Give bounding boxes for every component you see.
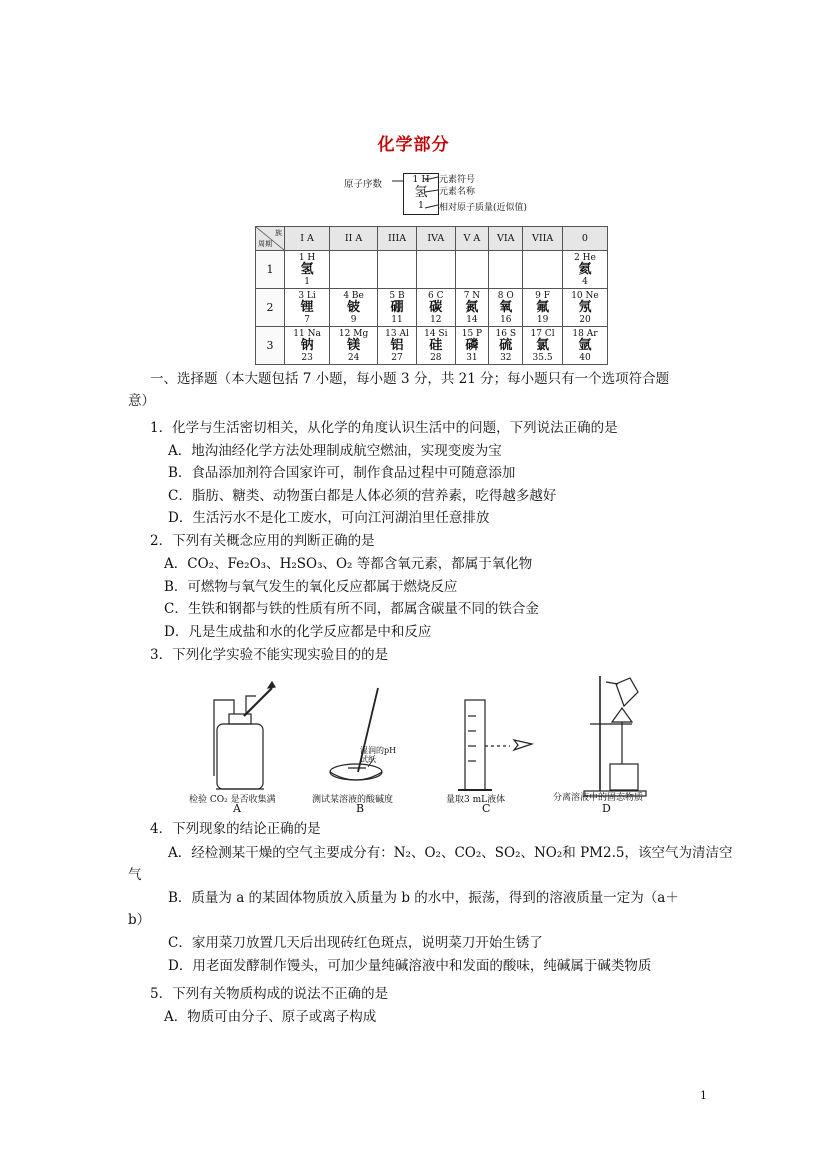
figure-b-caption: 测试某溶液的酸碱度 [312, 795, 394, 805]
element-cell [417, 327, 455, 365]
empty-cell [523, 251, 563, 289]
element-symbol: 6 C [428, 290, 444, 301]
element-cell [489, 289, 523, 327]
page-title: 化学部分 [377, 135, 450, 155]
element-symbol: 3 Li [298, 290, 316, 301]
element-mass: 20 [579, 314, 591, 325]
legend-box-name: 氢 [414, 185, 428, 200]
element-name: 氯 [536, 337, 550, 353]
period-row [256, 327, 608, 365]
legend-box-mass: 1 [417, 200, 425, 211]
q1-option-c: C．脂肪、糖类、动物蛋白都是人体必须的营养素，吃得越多越好 [168, 488, 557, 504]
legend-name-label: 元素名称 [439, 187, 476, 197]
element-cell [330, 327, 378, 365]
element-symbol: 11 Na [293, 328, 321, 339]
element-symbol: 2 He [574, 252, 596, 263]
element-name: 锂 [300, 299, 314, 315]
element-name: 铝 [390, 337, 404, 353]
q2-stem: 2．下列有关概念应用的判断正确的是 [150, 533, 375, 549]
element-mass: 4 [582, 276, 588, 287]
q4-option-c: C．家用菜刀放置几天后出现砖红色斑点，说明菜刀开始生锈了 [168, 935, 543, 951]
figure-d-letter: D [602, 802, 611, 815]
figure-d-caption: 分离溶液中的固态物质 [553, 793, 644, 803]
period-number: 1 [256, 251, 285, 289]
element-cell [562, 251, 607, 289]
q1-option-d: D．生活污水不是化工废水，可向江河湖泊里任意排放 [168, 510, 490, 526]
element-name: 铍 [347, 299, 361, 315]
element-mass: 35.5 [532, 352, 553, 363]
periodic-table [255, 226, 608, 365]
period-number: 3 [256, 327, 285, 365]
element-name: 钠 [300, 337, 314, 353]
figure-b-ph-test [330, 688, 382, 780]
element-cell [378, 327, 417, 365]
element-mass: 16 [500, 314, 512, 325]
element-mass: 23 [301, 352, 313, 363]
q4-option-a: A．经检测某干燥的空气主要成分有：N₂、O₂、CO₂、SO₂、NO₂和 PM2.5，该空气为清洁空 [168, 845, 733, 861]
element-mass: 24 [347, 352, 360, 363]
element-cell [285, 289, 330, 327]
group-header: I A [285, 227, 330, 251]
q4-stem: 4．下列现象的结论正确的是 [150, 821, 321, 837]
figure-c-caption: 量取3 mL液体 [446, 795, 506, 805]
element-cell [523, 327, 563, 365]
group-header-row [256, 227, 608, 251]
element-name: 氦 [578, 261, 592, 277]
ph-paper-note: 湿润的pH试纸 [360, 746, 397, 764]
element-name: 硅 [429, 337, 443, 353]
element-symbol: 4 Be [343, 290, 364, 301]
element-mass: 1 [304, 276, 310, 287]
element-symbol: 9 F [535, 290, 550, 301]
q2-option-c: C．生铁和钢都与铁的性质有所不同，都属含碳量不同的铁合金 [164, 601, 539, 617]
element-name: 氮 [465, 299, 479, 315]
element-cell [378, 289, 417, 327]
legend-mass-label: 相对原子质量(近似值) [439, 203, 528, 213]
q5-stem: 5．下列有关物质构成的说法不正确的是 [150, 986, 389, 1002]
element-cell [562, 327, 607, 365]
element-name: 碳 [429, 299, 443, 315]
element-cell [417, 289, 455, 327]
group-header: II A [330, 227, 378, 251]
element-cell [562, 289, 607, 327]
q3-apparatus-figures [180, 676, 680, 806]
empty-cell [378, 251, 417, 289]
legend-box-symbol: 1 H [412, 174, 430, 185]
empty-cell [417, 251, 455, 289]
element-cell [455, 327, 489, 365]
group-header: 0 [562, 227, 607, 251]
period-number: 2 [256, 289, 285, 327]
section-heading: 一、选择题（本大题包括 7 小题，每小题 3 分，共 21 分；每小题只有一个选项符合题 [150, 371, 670, 387]
empty-cell [455, 251, 489, 289]
element-mass: 19 [536, 314, 549, 325]
figure-a-gas-bottle [214, 682, 275, 789]
element-name: 氧 [499, 299, 513, 315]
element-name: 硼 [390, 299, 404, 315]
element-name: 氩 [578, 337, 592, 353]
q2-option-a: A．CO₂、Fe₂O₃、H₂SO₃、O₂ 等都含氧元素，都属于氧化物 [164, 556, 533, 572]
q2-option-d: D．凡是生成盐和水的化学反应都是中和反应 [164, 624, 432, 640]
element-symbol: 15 P [461, 328, 483, 339]
element-mass: 32 [500, 352, 512, 363]
q1-option-a: A．地沟油经化学方法处理制成航空燃油，实现变废为宝 [168, 443, 502, 459]
q1-stem: 1．化学与生活密切相关，从化学的角度认识生活中的问题，下列说法正确的是 [150, 420, 618, 436]
element-name: 磷 [465, 337, 479, 353]
element-cell [523, 289, 563, 327]
section-heading-cont: 意） [128, 393, 155, 409]
element-cell [330, 289, 378, 327]
legend-symbol-label: 元素符号 [439, 175, 476, 185]
period-row [256, 289, 608, 327]
q2-option-b: B．可燃物与氧气发生的氧化反应都属于燃烧反应 [164, 579, 458, 595]
figure-b-letter: B [356, 802, 365, 815]
page-number: 1 [700, 1089, 707, 1102]
element-symbol: 1 H [298, 252, 316, 263]
element-mass: 14 [466, 314, 478, 325]
legend-box [403, 173, 439, 215]
element-mass: 11 [391, 314, 403, 325]
legend-atomic-number-label: 原子序数 [344, 179, 383, 190]
group-header: IIIA [378, 227, 417, 251]
q4-option-b: B．质量为 a 的某固体物质放入质量为 b 的水中，振荡，得到的溶液质量一定为（a＋ [168, 890, 679, 906]
element-cell [285, 327, 330, 365]
element-mass: 12 [430, 314, 442, 325]
element-name: 氢 [300, 261, 314, 277]
element-symbol: 18 Ar [572, 328, 598, 339]
element-symbol: 7 N [463, 290, 481, 301]
element-symbol: 8 O [497, 290, 514, 301]
element-legend [340, 172, 560, 216]
element-name: 镁 [347, 337, 361, 353]
q1-option-b: B．食品添加剂符合国家许可，制作食品过程中可随意添加 [168, 465, 516, 481]
q3-stem: 3．下列化学实验不能实现实验目的的是 [150, 647, 389, 663]
group-header: V A [455, 227, 489, 251]
element-symbol: 17 Cl [530, 328, 555, 339]
period-row [256, 251, 608, 289]
element-symbol: 12 Mg [338, 328, 369, 339]
q4-option-a-cont: 气 [128, 867, 142, 883]
element-name: 硫 [499, 337, 513, 353]
figure-d-filtration [584, 676, 646, 796]
figure-a-letter: A [233, 802, 241, 815]
element-symbol: 10 Ne [571, 290, 599, 301]
group-header: IVA [417, 227, 455, 251]
element-symbol: 16 S [495, 328, 517, 339]
element-mass: 9 [350, 314, 357, 325]
element-cell [455, 289, 489, 327]
figure-a-caption: 检验 CO₂ 是否收集满 [189, 795, 276, 805]
table-corner: 族 周期 [256, 227, 285, 251]
element-name: 氟 [536, 299, 550, 315]
element-mass: 7 [304, 314, 310, 325]
element-mass: 27 [391, 352, 403, 363]
element-symbol: 5 B [389, 290, 405, 301]
element-cell [285, 251, 330, 289]
element-mass: 28 [430, 352, 442, 363]
element-mass: 40 [579, 352, 591, 363]
element-cell [489, 327, 523, 365]
q4-option-b-cont: b） [128, 912, 151, 928]
group-header: VIA [489, 227, 523, 251]
q4-option-d: D．用老面发酵制作馒头，可加少量纯碱溶液中和发面的酸味，纯碱属于碱类物质 [168, 958, 652, 974]
empty-cell [489, 251, 523, 289]
element-mass: 31 [466, 352, 478, 363]
q5-option-a: A．物质可由分子、原子或离子构成 [164, 1009, 377, 1025]
empty-cell [330, 251, 378, 289]
element-name: 氖 [578, 299, 592, 315]
element-symbol: 13 Al [385, 328, 409, 339]
figure-c-cylinder [458, 700, 532, 790]
element-symbol: 14 Si [424, 328, 448, 339]
figure-c-letter: C [482, 802, 491, 815]
group-header: VIIA [523, 227, 563, 251]
